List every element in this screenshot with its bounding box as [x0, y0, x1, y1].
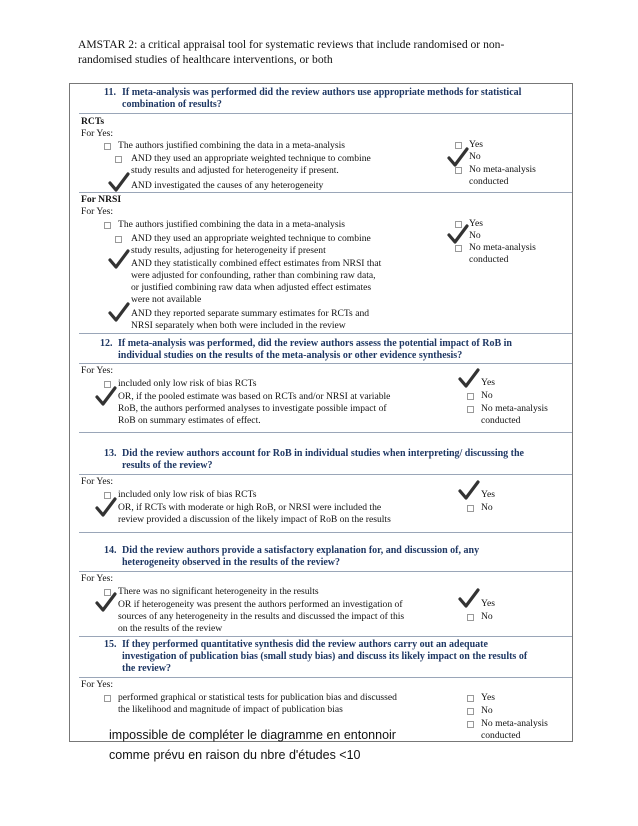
- criterion-text: were adjusted for confounding, rather than combining raw data,: [131, 270, 376, 281]
- criterion-text: or justified combining raw data when adjusted effect estimates: [131, 282, 372, 293]
- criterion-text: OR, if the pooled estimate was based on RCTs and/or NRSI at variable: [118, 391, 391, 402]
- criterion-text: review provided a discussion of the likely impact of RoB on the results: [118, 514, 391, 525]
- criterion-text: The authors justified combining the data in a meta-analysis: [118, 219, 345, 230]
- option-no: No: [469, 151, 481, 162]
- criterion-text: OR if heterogeneity was present the authors performed an investigation of: [118, 599, 403, 610]
- criterion-text: included only low risk of bias RCTs: [118, 489, 257, 500]
- checkmark-icon: [95, 592, 117, 614]
- divider: [79, 192, 572, 193]
- criterion-text: RoB, the authors performed analyses to investigate possible impact of: [118, 403, 387, 414]
- criterion-text: AND investigated the causes of any heterogeneity: [131, 180, 324, 191]
- checkbox[interactable]: [455, 245, 462, 252]
- checkbox[interactable]: [104, 695, 111, 702]
- checkbox[interactable]: [467, 614, 474, 621]
- checkmark-icon: [458, 368, 480, 390]
- checkbox[interactable]: [467, 708, 474, 715]
- option-no: No: [481, 502, 493, 513]
- checkmark-icon: [108, 249, 130, 271]
- checkbox[interactable]: [104, 222, 111, 229]
- criterion-text: There was no significant heterogeneity in the results: [118, 586, 319, 597]
- option-yes: Yes: [469, 218, 483, 229]
- option-no-meta: No meta-analysis: [469, 164, 536, 175]
- criterion-text: OR, if RCTs with moderate or high RoB, or NRSI were included the: [118, 502, 382, 513]
- checkmark-icon: [458, 480, 480, 502]
- option-no-meta: No meta-analysis: [481, 403, 548, 414]
- option-yes: Yes: [481, 692, 495, 703]
- divider: [79, 432, 572, 433]
- checkmark-icon: [108, 172, 130, 194]
- checkmark-icon: [447, 147, 469, 169]
- divider: [79, 474, 572, 475]
- divider: [79, 363, 572, 364]
- option-no-meta-cont: conducted: [481, 730, 521, 741]
- option-yes: Yes: [481, 489, 495, 500]
- checkbox[interactable]: [467, 393, 474, 400]
- option-no: No: [481, 611, 493, 622]
- checkbox[interactable]: [115, 236, 122, 243]
- option-no-meta-cont: conducted: [469, 254, 509, 265]
- criterion-text: study results, adjusting for heterogeneity if present: [131, 245, 326, 256]
- checkmark-icon: [95, 386, 117, 408]
- criterion-text: NRSI separately when both were included in the review: [131, 320, 346, 331]
- for-yes-label: For Yes:: [81, 573, 113, 584]
- for-yes-label: For Yes:: [81, 206, 113, 217]
- checkmark-icon: [95, 497, 117, 519]
- option-no-meta: No meta-analysis: [481, 718, 548, 729]
- criterion-text: AND they reported separate summary estimates for RCTs and: [131, 308, 370, 319]
- criterion-text: AND they used an appropriate weighted technique to combine: [131, 153, 371, 164]
- criterion-text: the likelihood and magnitude of impact of publication bias: [118, 704, 343, 715]
- criterion-text: included only low risk of bias RCTs: [118, 378, 257, 389]
- option-no-meta: No meta-analysis: [469, 242, 536, 253]
- checkbox[interactable]: [467, 505, 474, 512]
- document-title: AMSTAR 2: a critical appraisal tool for systematic reviews that include randomised or non- randomised studies of healthcare interventions, or both: [78, 38, 505, 66]
- for-yes-label: For Yes:: [81, 128, 113, 139]
- annotation-note-line1: impossible de compléter le diagramme en entonnoir: [109, 728, 396, 742]
- criterion-text: AND they used an appropriate weighted technique to combine: [131, 233, 371, 244]
- checkbox[interactable]: [455, 167, 462, 174]
- checkmark-icon: [447, 224, 469, 246]
- for-yes-label: For Yes:: [81, 679, 113, 690]
- option-no-meta-cont: conducted: [469, 176, 509, 187]
- criterion-text: sources of any heterogeneity in the results and discussed the impact of this: [118, 611, 405, 622]
- divider: [79, 333, 572, 334]
- rcts-heading: RCTs: [81, 116, 105, 127]
- option-no: No: [469, 230, 481, 241]
- divider: [79, 677, 572, 678]
- criterion-text: RoB on summary estimates of effect.: [118, 415, 261, 426]
- divider: [79, 636, 572, 637]
- option-no: No: [481, 390, 493, 401]
- option-no: No: [481, 705, 493, 716]
- option-yes: Yes: [469, 139, 483, 150]
- option-yes: Yes: [481, 598, 495, 609]
- criterion-text: AND they statistically combined effect estimates from NRSI that: [131, 258, 382, 269]
- criterion-text: The authors justified combining the data in a meta-analysis: [118, 140, 345, 151]
- for-yes-label: For Yes:: [81, 476, 113, 487]
- checkbox[interactable]: [467, 721, 474, 728]
- checkmark-icon: [458, 588, 480, 610]
- criterion-text: were not available: [131, 294, 202, 305]
- criterion-text: performed graphical or statistical tests for publication bias and discussed: [118, 692, 397, 703]
- checkmark-icon: [108, 302, 130, 324]
- for-yes-label: For Yes:: [81, 365, 113, 376]
- option-yes: Yes: [481, 377, 495, 388]
- checkbox[interactable]: [115, 156, 122, 163]
- criterion-text: study results and adjusted for heterogeneity if present.: [131, 165, 339, 176]
- divider: [79, 571, 572, 572]
- checkbox[interactable]: [467, 695, 474, 702]
- checkbox[interactable]: [467, 406, 474, 413]
- divider: [79, 113, 572, 114]
- divider: [79, 532, 572, 533]
- option-no-meta-cont: conducted: [481, 415, 521, 426]
- nrsi-heading: For NRSI: [81, 194, 122, 205]
- criterion-text: on the results of the review: [118, 623, 223, 634]
- checkbox[interactable]: [104, 143, 111, 150]
- annotation-note-line2: comme prévu en raison du nbre d'études <10: [109, 748, 361, 762]
